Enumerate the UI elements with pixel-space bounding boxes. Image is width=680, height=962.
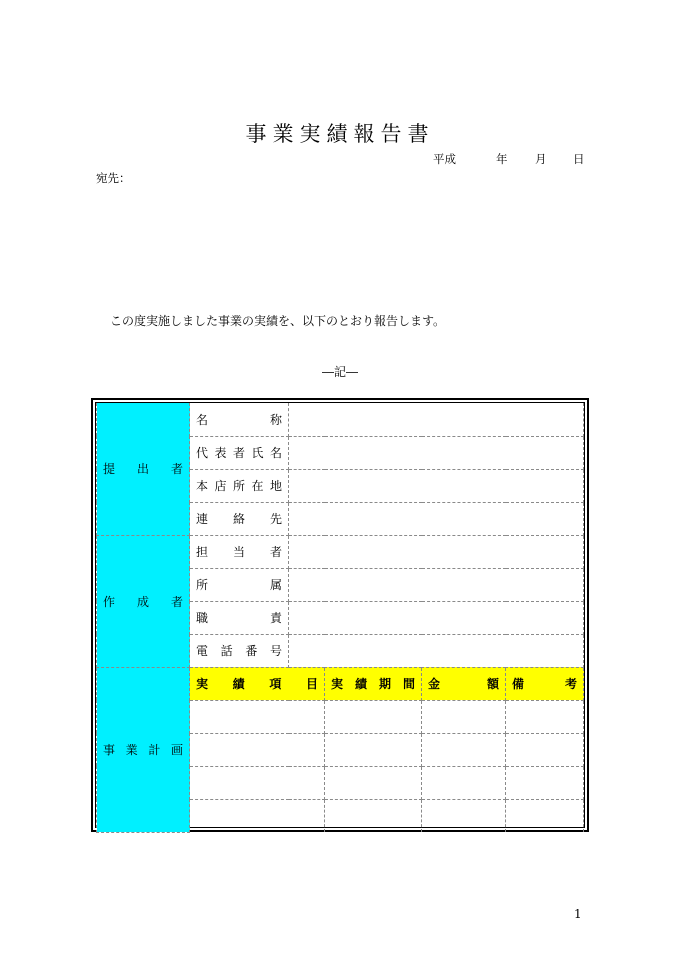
header-period: 実 績 期 間 bbox=[325, 667, 422, 700]
plan-cell-period[interactable] bbox=[325, 799, 422, 832]
plan-cell-amount[interactable] bbox=[422, 799, 506, 832]
field-label: 本 店 所 在 地 bbox=[190, 469, 289, 502]
field-label: 所 属 bbox=[190, 568, 289, 601]
page-number: 1 bbox=[574, 907, 582, 921]
plan-cell-amount[interactable] bbox=[422, 766, 506, 799]
ki-heading: ―記― bbox=[321, 365, 358, 379]
plan-cell-item[interactable] bbox=[190, 799, 325, 832]
date-era: 平成 bbox=[433, 152, 456, 166]
date-year: 年 bbox=[496, 152, 508, 166]
plan-cell-period[interactable] bbox=[325, 700, 422, 733]
plan-cell-period[interactable] bbox=[325, 733, 422, 766]
field-label: 職 責 bbox=[190, 601, 289, 634]
field-label: 代 表 者 氏 名 bbox=[190, 436, 289, 469]
field-label: 担 当 者 bbox=[190, 535, 289, 568]
field-value[interactable] bbox=[289, 436, 584, 469]
plan-cell-remarks[interactable] bbox=[506, 700, 584, 733]
field-value[interactable] bbox=[289, 502, 584, 535]
plan-cell-remarks[interactable] bbox=[506, 733, 584, 766]
plan-cell-period[interactable] bbox=[325, 766, 422, 799]
document-title: 事業実績報告書 bbox=[245, 122, 435, 146]
field-value[interactable] bbox=[289, 535, 584, 568]
section-submitter: 提 出 者 bbox=[97, 403, 190, 535]
date-month: 月 bbox=[535, 152, 547, 166]
section-plan: 事 業 計 画 bbox=[97, 667, 190, 832]
field-value[interactable] bbox=[289, 469, 584, 502]
field-label: 名 称 bbox=[190, 403, 289, 436]
addressee-label: 宛先： bbox=[96, 171, 131, 185]
field-label: 電 話 番 号 bbox=[190, 634, 289, 667]
field-value[interactable] bbox=[289, 601, 584, 634]
field-value[interactable] bbox=[289, 403, 584, 436]
plan-cell-amount[interactable] bbox=[422, 700, 506, 733]
field-value[interactable] bbox=[289, 568, 584, 601]
field-value[interactable] bbox=[289, 634, 584, 667]
plan-cell-remarks[interactable] bbox=[506, 799, 584, 832]
plan-cell-amount[interactable] bbox=[422, 733, 506, 766]
plan-cell-item[interactable] bbox=[190, 733, 325, 766]
header-item: 実 績 項 目 bbox=[190, 667, 325, 700]
plan-cell-item[interactable] bbox=[190, 700, 325, 733]
plan-cell-item[interactable] bbox=[190, 766, 325, 799]
field-label: 連 絡 先 bbox=[190, 502, 289, 535]
date-day: 日 bbox=[573, 152, 585, 166]
intro-text: この度実施しました事業の実績を、以下のとおり報告します。 bbox=[110, 314, 446, 328]
plan-cell-remarks[interactable] bbox=[506, 766, 584, 799]
report-table bbox=[96, 403, 584, 833]
header-amount: 金 額 bbox=[422, 667, 506, 700]
section-creator: 作 成 者 bbox=[97, 535, 190, 667]
report-form bbox=[91, 398, 589, 832]
header-remarks: 備 考 bbox=[506, 667, 584, 700]
